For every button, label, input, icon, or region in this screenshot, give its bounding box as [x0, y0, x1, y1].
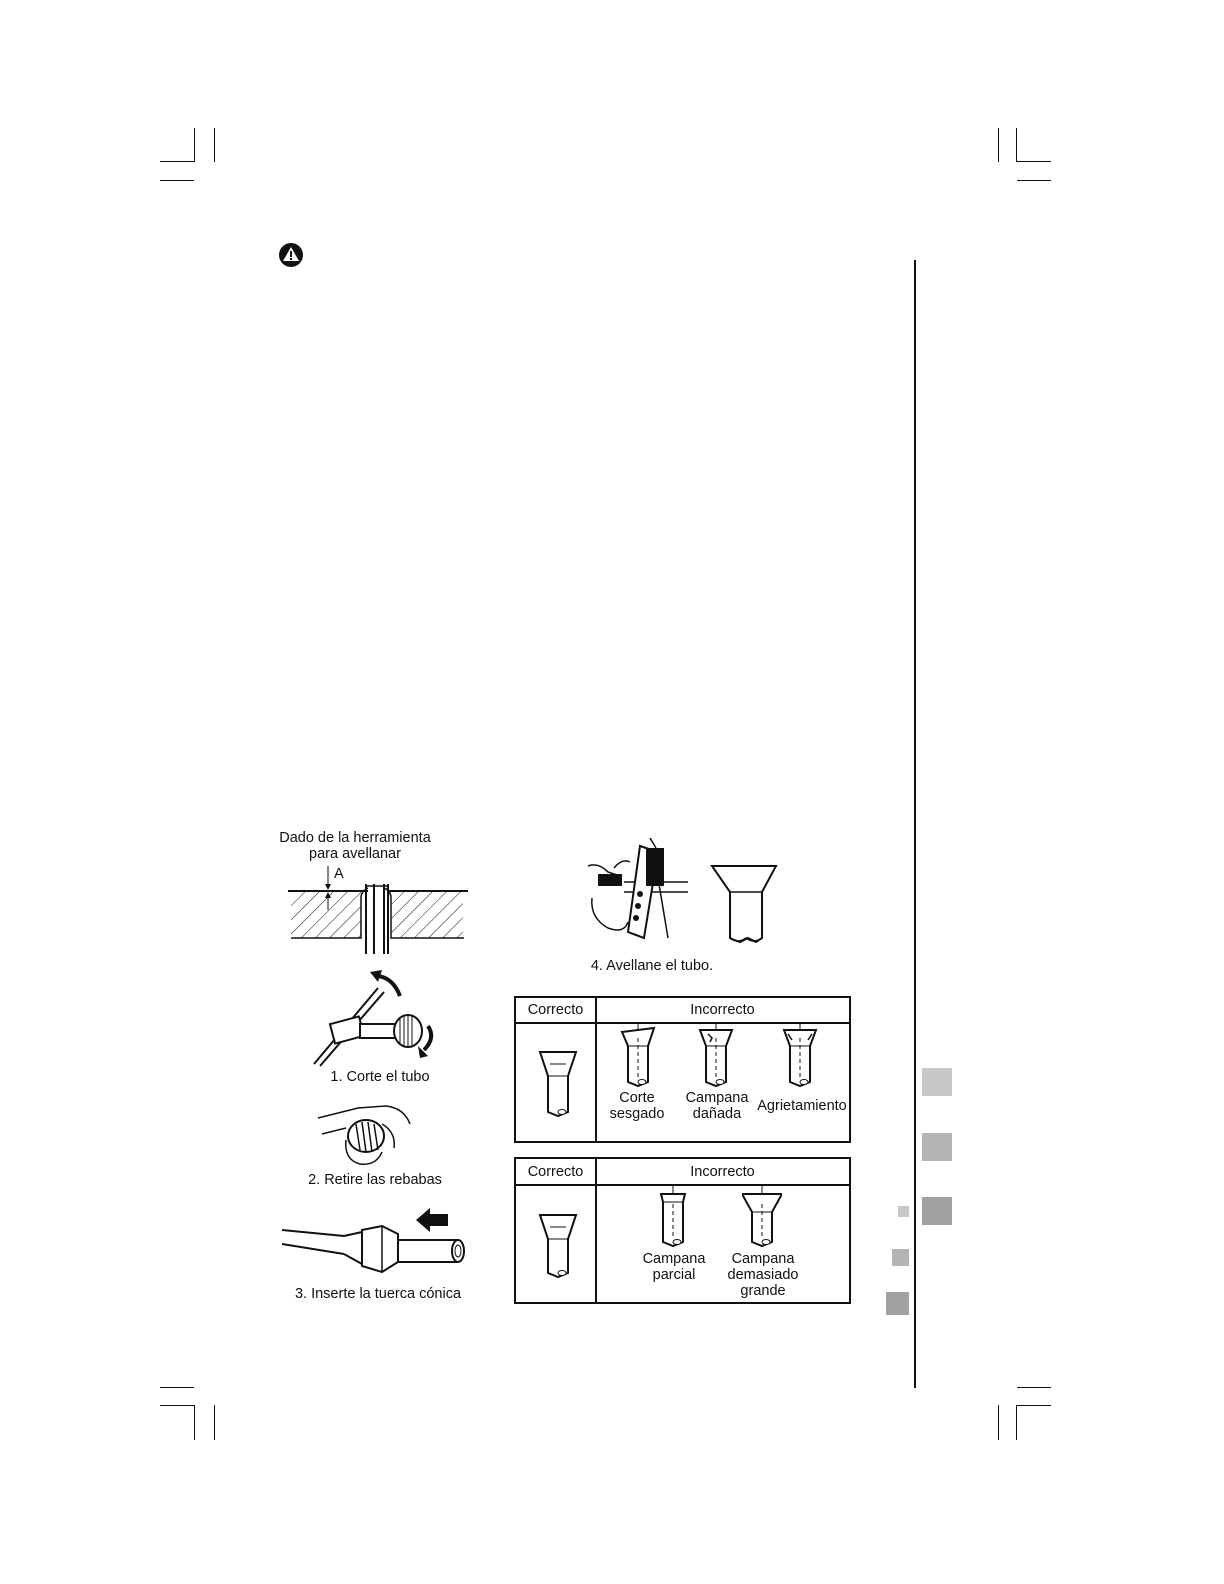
- pipe-cutter-illustration: [308, 968, 442, 1068]
- step-4-caption: 4. Avellane el tubo.: [590, 958, 714, 974]
- dimension-a-label: A: [334, 866, 344, 882]
- crop-mark: [1016, 128, 1017, 162]
- crop-mark: [194, 1405, 195, 1440]
- flare-nut-illustration: [282, 1202, 468, 1278]
- partial-flare-label-line2: parcial: [652, 1267, 696, 1283]
- skewed-cut-flare-icon: [620, 1024, 656, 1090]
- crop-mark: [1017, 180, 1051, 181]
- color-bar-swatch: [892, 1249, 909, 1266]
- partial-flare-label-line1: Campana: [642, 1251, 706, 1267]
- crop-mark: [1017, 161, 1051, 162]
- crop-mark: [1017, 1405, 1051, 1406]
- table-header-correct: Correcto: [527, 1002, 584, 1018]
- skewed-cut-label-line1: Corte: [619, 1090, 655, 1106]
- skewed-cut-label: [598, 1090, 676, 1122]
- oversized-flare-label-line2: demasiado: [727, 1267, 799, 1283]
- step-2-caption: 2. Retire las rebabas: [308, 1172, 442, 1188]
- oversized-flare-label-line1: Campana: [731, 1251, 795, 1267]
- correct-flare-icon: [538, 1050, 578, 1118]
- margin-rule: [914, 260, 916, 1388]
- partial-flare-label: [634, 1251, 714, 1283]
- flared-pipe-result: [710, 862, 780, 944]
- section-tab-marker: [922, 1197, 952, 1225]
- table-column-divider: [595, 1159, 597, 1302]
- flare-inspection-table-1: [514, 996, 851, 1143]
- warning-icon: [278, 242, 304, 268]
- tool-die-title-line2: para avellanar: [309, 846, 401, 862]
- color-bar-swatch: [898, 1206, 909, 1217]
- skewed-cut-label-line2: sesgado: [609, 1106, 665, 1122]
- oversized-flare-label-line3: grande: [740, 1283, 786, 1299]
- crop-mark: [214, 128, 215, 162]
- partial-flare-icon: [658, 1186, 688, 1250]
- flare-inspection-table-2: [514, 1157, 851, 1304]
- crop-mark: [1017, 1387, 1051, 1388]
- crop-mark: [160, 1405, 194, 1406]
- oversized-flare-icon: [742, 1186, 782, 1250]
- damaged-flare-label-line1: Campana: [685, 1090, 749, 1106]
- flaring-die-diagram: [288, 866, 468, 958]
- crop-mark: [998, 128, 999, 162]
- oversized-flare-label: [720, 1251, 806, 1299]
- crop-mark: [160, 180, 194, 181]
- damaged-flare-label: [678, 1090, 756, 1122]
- section-tab-marker: [922, 1068, 952, 1096]
- step-3-caption: 3. Inserte la tuerca cónica: [294, 1286, 462, 1302]
- crop-mark: [160, 161, 194, 162]
- cracked-flare-icon: [782, 1024, 818, 1090]
- crop-mark: [1016, 1405, 1017, 1440]
- section-tab-marker: [922, 1133, 952, 1161]
- correct-flare-icon: [538, 1213, 578, 1279]
- crop-mark: [194, 128, 195, 162]
- table-column-divider: [595, 998, 597, 1141]
- crop-mark: [160, 1387, 194, 1388]
- color-bar-swatch: [886, 1292, 909, 1315]
- deburring-illustration: [316, 1104, 416, 1170]
- tool-die-title-line1: Dado de la herramienta: [279, 830, 431, 846]
- cracked-flare-label: Agrietamiento: [757, 1098, 847, 1114]
- step-1-caption: 1. Corte el tubo: [330, 1069, 430, 1085]
- damaged-flare-icon: [698, 1024, 734, 1090]
- table-header-correct: Correcto: [527, 1164, 584, 1180]
- table-header-incorrect: Incorrecto: [690, 1164, 755, 1180]
- crop-mark: [998, 1405, 999, 1440]
- crop-mark: [214, 1405, 215, 1440]
- damaged-flare-label-line2: dañada: [692, 1106, 742, 1122]
- flaring-tool-illustration: [584, 838, 690, 940]
- table-header-incorrect: Incorrecto: [690, 1002, 755, 1018]
- tool-die-title: [270, 830, 440, 862]
